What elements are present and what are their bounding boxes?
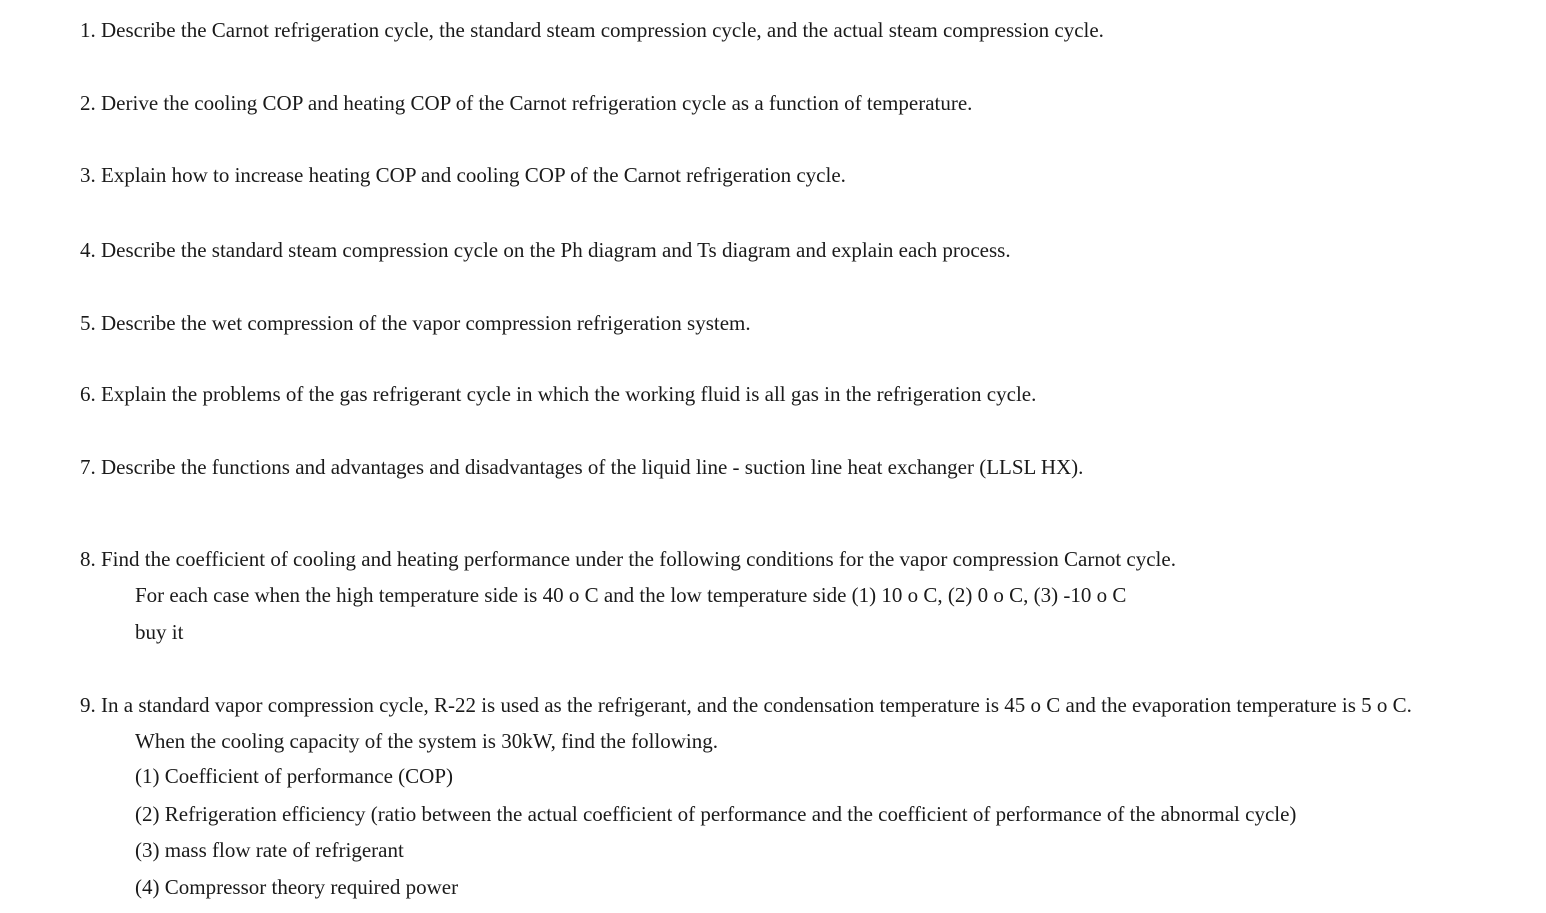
- question-9-subitem-4: (4) Compressor theory required power: [135, 875, 459, 899]
- question-8-detail-line: For each case when the high temperature side is 40 o C and the low temperature side (1) 10 o C, (2) 0 o C, (3) -10 o C: [135, 583, 1127, 607]
- question-8-detail-line: buy it: [135, 620, 184, 644]
- question-7: 7. Describe the functions and advantages and disadvantages of the liquid line - suction line heat exchanger (LLSL HX).: [80, 455, 1084, 479]
- question-2: 2. Derive the cooling COP and heating COP of the Carnot refrigeration cycle as a function of temperature.: [80, 91, 973, 115]
- question-6: 6. Explain the problems of the gas refrigerant cycle in which the working fluid is all gas in the refrigeration cycle.: [80, 382, 1037, 406]
- question-8: 8. Find the coefficient of cooling and heating performance under the following conditions for the vapor compression Carnot cycle.: [80, 547, 1176, 571]
- question-9-subitem-2: (2) Refrigeration efficiency (ratio between the actual coefficient of performance and the coefficient of performance of the abnormal cycle): [135, 802, 1297, 826]
- question-5: 5. Describe the wet compression of the vapor compression refrigeration system.: [80, 311, 751, 335]
- question-4: 4. Describe the standard steam compression cycle on the Ph diagram and Ts diagram and explain each process.: [80, 238, 1011, 262]
- question-3: 3. Explain how to increase heating COP and cooling COP of the Carnot refrigeration cycle.: [80, 163, 846, 187]
- question-9-subitem-3: (3) mass flow rate of refrigerant: [135, 838, 404, 862]
- question-9-subitem-1: (1) Coefficient of performance (COP): [135, 764, 453, 788]
- question-1: 1. Describe the Carnot refrigeration cycle, the standard steam compression cycle, and the actual steam compression cycle.: [80, 18, 1104, 42]
- question-9: 9. In a standard vapor compression cycle, R-22 is used as the refrigerant, and the condensation temperature is 45 o C and the evaporation temperature is 5 o C.: [80, 693, 1412, 717]
- question-9-detail-line: When the cooling capacity of the system is 30kW, find the following.: [135, 729, 719, 753]
